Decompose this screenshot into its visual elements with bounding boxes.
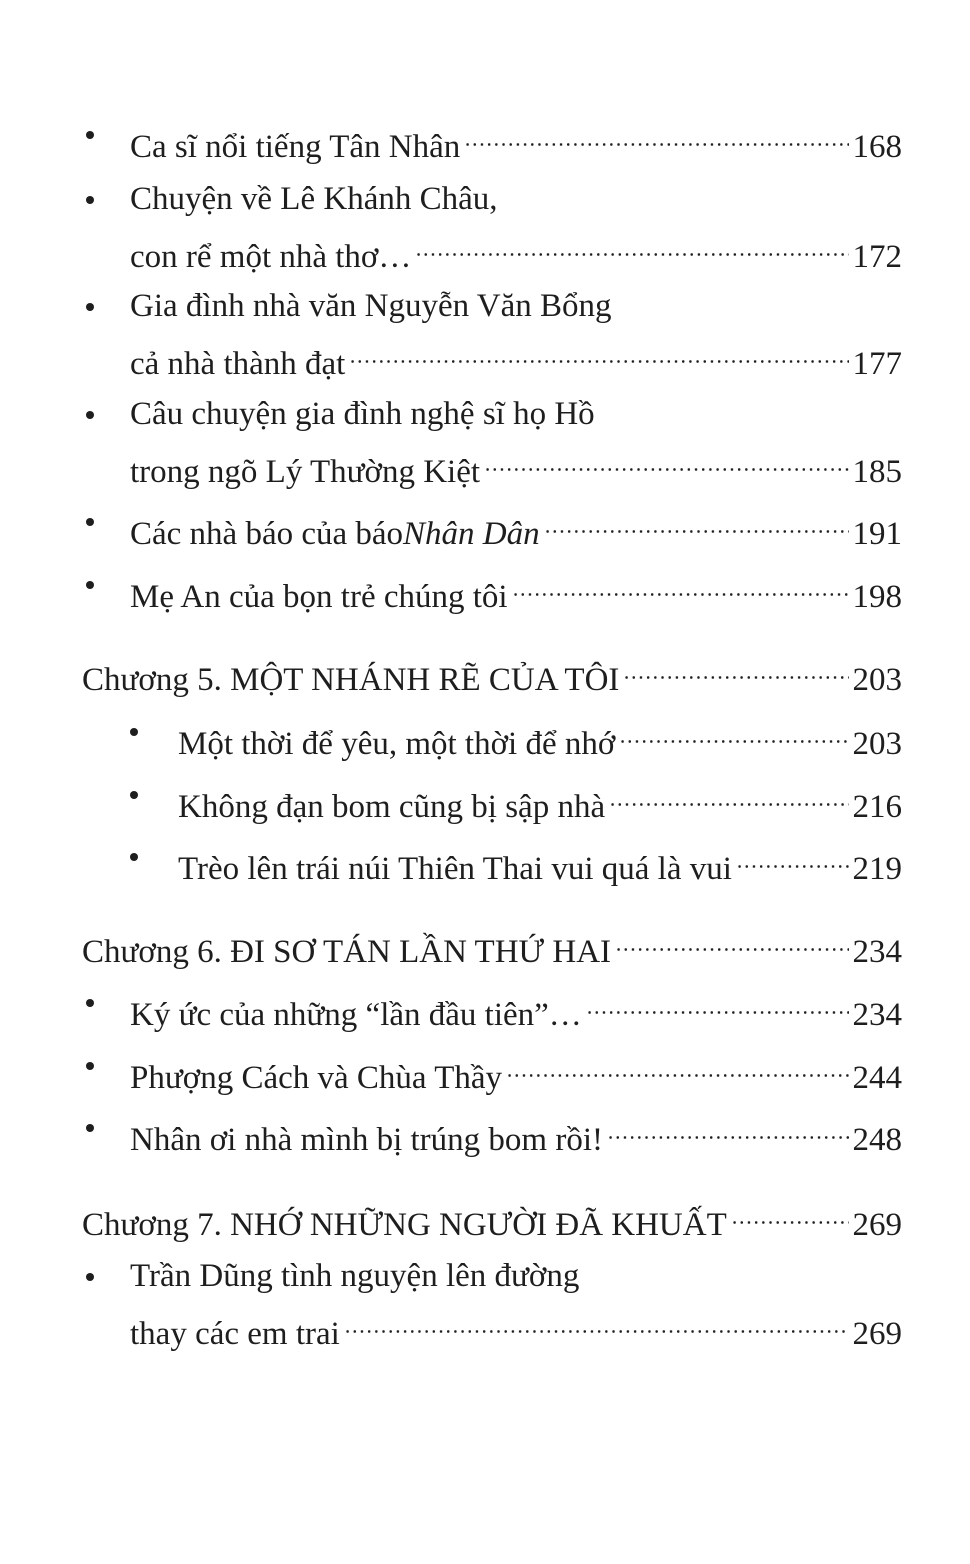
page-number: 185 bbox=[852, 454, 902, 490]
page-number: 219 bbox=[852, 851, 902, 887]
toc-title: trong ngõ Lý Thường Kiệt bbox=[130, 454, 481, 490]
toc-title-italic: Nhân Dân bbox=[403, 516, 540, 552]
toc-entry bbox=[130, 112, 902, 170]
toc-chapter bbox=[82, 1190, 902, 1248]
dot-leader bbox=[512, 562, 849, 607]
toc-line bbox=[130, 392, 902, 437]
toc-line bbox=[130, 112, 902, 170]
toc-line bbox=[82, 917, 902, 975]
dot-leader bbox=[731, 1190, 849, 1235]
bullet-icon bbox=[130, 791, 138, 799]
toc-line bbox=[178, 772, 902, 830]
dot-leader bbox=[349, 329, 848, 374]
toc-entry bbox=[130, 1105, 902, 1163]
page-number: 177 bbox=[852, 346, 902, 382]
toc-entry bbox=[178, 834, 902, 892]
toc-line bbox=[130, 562, 902, 620]
toc-line bbox=[130, 329, 902, 387]
toc-title: Mẹ An của bọn trẻ chúng tôi bbox=[130, 579, 508, 615]
dot-leader bbox=[586, 980, 849, 1025]
toc-entry bbox=[130, 392, 902, 495]
dot-leader bbox=[506, 1043, 848, 1088]
dot-leader bbox=[464, 112, 848, 157]
dot-leader bbox=[736, 834, 849, 879]
toc-entry bbox=[130, 499, 902, 557]
toc-chapter bbox=[82, 917, 902, 975]
toc-chapter bbox=[82, 645, 902, 703]
toc-title: thay các em trai bbox=[130, 1316, 340, 1352]
page-number: 191 bbox=[852, 516, 902, 552]
dot-leader bbox=[607, 1105, 849, 1150]
toc-line bbox=[130, 437, 902, 495]
toc-line bbox=[82, 645, 902, 703]
toc-title: Câu chuyện gia đình nghệ sĩ họ Hồ bbox=[130, 396, 595, 432]
dot-leader bbox=[484, 437, 848, 482]
toc-title: Phượng Cách và Chùa Thầy bbox=[130, 1060, 503, 1096]
toc-entry bbox=[130, 284, 902, 387]
page-number: 234 bbox=[852, 997, 902, 1033]
toc-title: Chương 6. ĐI SƠ TÁN LẦN THỨ HAI bbox=[82, 934, 612, 970]
toc-entry bbox=[130, 1043, 902, 1101]
toc-title: Không đạn bom cũng bị sập nhà bbox=[178, 789, 606, 825]
page-number: 168 bbox=[852, 129, 902, 165]
page-number: 269 bbox=[852, 1207, 902, 1243]
bullet-icon bbox=[130, 728, 138, 736]
page-number: 216 bbox=[852, 789, 902, 825]
toc-title: Ca sĩ nổi tiếng Tân Nhân bbox=[130, 129, 461, 165]
bullet-icon bbox=[86, 999, 94, 1007]
dot-leader bbox=[623, 645, 848, 690]
toc-line bbox=[130, 222, 902, 280]
toc-title: Ký ức của những “lần đầu tiên”… bbox=[130, 997, 582, 1033]
page-number: 203 bbox=[852, 662, 902, 698]
page-number: 244 bbox=[852, 1060, 902, 1096]
page-number: 203 bbox=[852, 726, 902, 762]
toc-title: Chuyện về Lê Khánh Châu, bbox=[130, 181, 498, 217]
toc-title: Trần Dũng tình nguyện lên đường bbox=[130, 1258, 580, 1294]
dot-leader bbox=[619, 709, 848, 754]
dot-leader bbox=[415, 222, 848, 267]
toc-line bbox=[130, 1299, 902, 1357]
toc-title: Một thời để yêu, một thời để nhớ bbox=[178, 726, 616, 762]
toc-entry bbox=[130, 562, 902, 620]
toc-entry bbox=[130, 1254, 902, 1357]
toc-entry bbox=[178, 709, 902, 767]
toc-line bbox=[130, 177, 902, 222]
dot-leader bbox=[609, 772, 848, 817]
toc-line bbox=[130, 284, 902, 329]
page-number: 198 bbox=[852, 579, 902, 615]
toc-entry bbox=[178, 772, 902, 830]
toc-entry bbox=[130, 980, 902, 1038]
page-number: 248 bbox=[852, 1122, 902, 1158]
toc-title: Chương 5. MỘT NHÁNH RẼ CỦA TÔI bbox=[82, 662, 620, 698]
page-number: 269 bbox=[852, 1316, 902, 1352]
toc-title: con rể một nhà thơ… bbox=[130, 239, 412, 275]
toc-title: Gia đình nhà văn Nguyễn Văn Bổng bbox=[130, 288, 612, 324]
page-number: 234 bbox=[852, 934, 902, 970]
toc-line bbox=[178, 834, 902, 892]
toc-title: Trèo lên trái núi Thiên Thai vui quá là vui bbox=[178, 851, 732, 887]
toc-title: cả nhà thành đạt bbox=[130, 346, 346, 382]
bullet-icon bbox=[86, 518, 94, 526]
toc-line bbox=[130, 980, 902, 1038]
bullet-icon bbox=[86, 131, 94, 139]
bullet-icon bbox=[86, 581, 94, 589]
toc-line bbox=[130, 499, 902, 557]
bullet-icon bbox=[86, 1273, 94, 1281]
toc-line bbox=[130, 1105, 902, 1163]
dot-leader bbox=[615, 917, 848, 962]
bullet-icon bbox=[130, 853, 138, 861]
page-number: 172 bbox=[852, 239, 902, 275]
toc-title: Chương 7. NHỚ NHỮNG NGƯỜI ĐÃ KHUẤT bbox=[82, 1207, 727, 1243]
toc-title: Nhân ơi nhà mình bị trúng bom rồi! bbox=[130, 1122, 603, 1158]
toc-line bbox=[130, 1254, 902, 1299]
bullet-icon bbox=[86, 1124, 94, 1132]
bullet-icon bbox=[86, 1062, 94, 1070]
toc-line bbox=[130, 1043, 902, 1101]
toc-entry bbox=[130, 177, 902, 280]
bullet-icon bbox=[86, 196, 94, 204]
bullet-icon bbox=[86, 411, 94, 419]
dot-leader bbox=[544, 499, 849, 544]
toc-title: Các nhà báo của báo bbox=[130, 516, 404, 552]
dot-leader bbox=[344, 1299, 849, 1344]
bullet-icon bbox=[86, 303, 94, 311]
toc-line bbox=[82, 1190, 902, 1248]
toc-line bbox=[178, 709, 902, 767]
